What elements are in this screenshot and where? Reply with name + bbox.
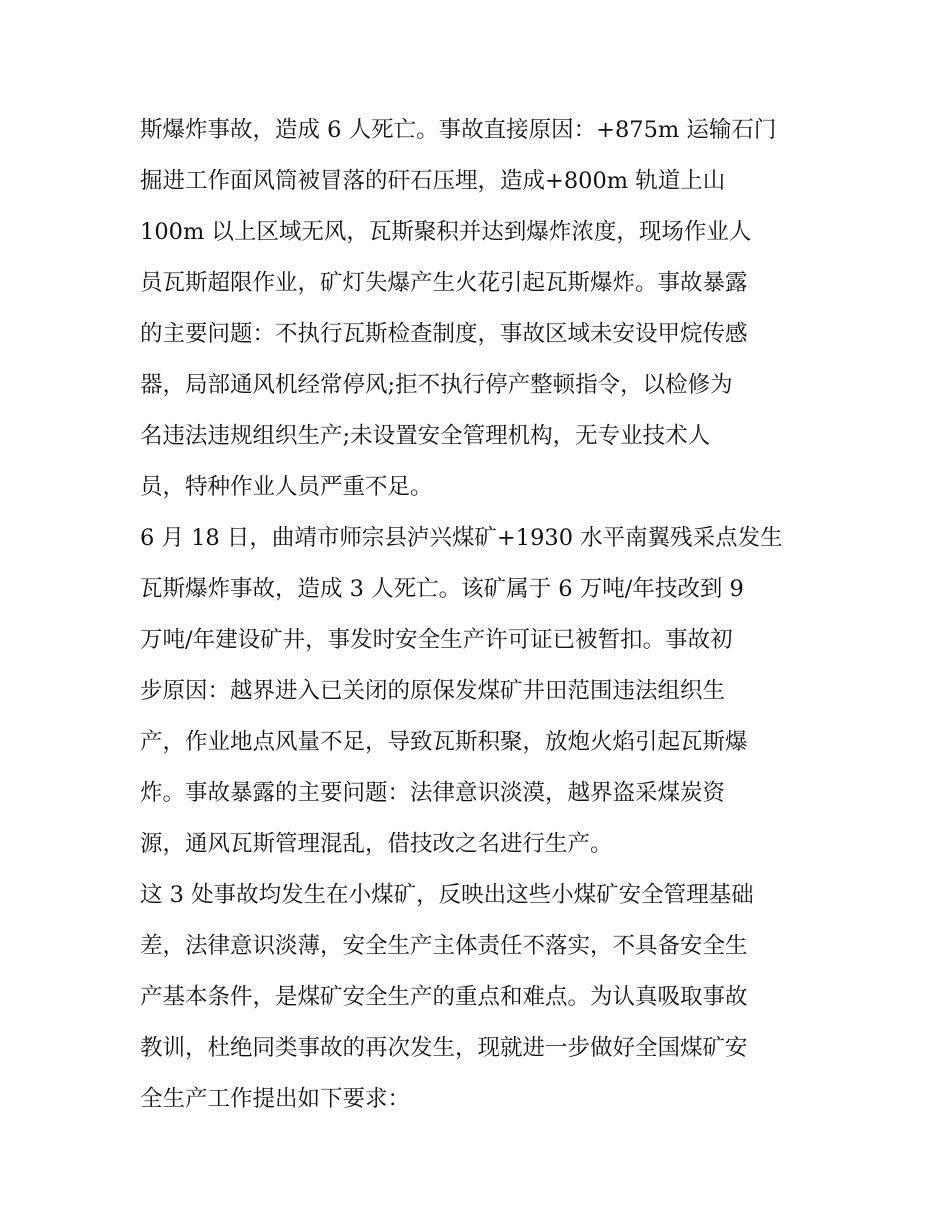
text-line: 员，特种作业人员严重不足。 [140,474,433,500]
text-line: 步原因：越界进入已关闭的原保发煤矿井田范围违法组织生 [140,678,726,704]
text-line: 这 3 处事故均发生在小煤矿，反映出这些小煤矿安全管理基础 [140,882,754,908]
text-line: 万吨/年建设矿井，事发时安全生产许可证已被暂扣。事故初 [140,627,733,653]
text-line: 产，作业地点风量不足，导致瓦斯积聚，放炮火焰引起瓦斯爆 [140,729,748,755]
text-line: 名违法违规组织生产;未设置安全管理机构，无专业技术人 [140,423,711,449]
text-line: 掘进工作面风筒被冒落的矸石压埋，造成+800m 轨道上山 [140,168,726,194]
text-line: 教训，杜绝同类事故的再次发生，现就进一步做好全国煤矿安 [140,1035,748,1061]
text-line: 器，局部通风机经常停风;拒不执行停产整顿指令，以检修为 [140,372,733,398]
text-line: 的主要问题：不执行瓦斯检查制度，事故区域未安设甲烷传感 [140,321,748,347]
text-line: 产基本条件，是煤矿安全生产的重点和难点。为认真吸取事故 [140,984,748,1010]
text-line: 斯爆炸事故，造成 6 人死亡。事故直接原因：+875m 运输石门 [140,117,777,143]
text-line: 差，法律意识淡薄，安全生产主体责任不落实，不具备安全生 [140,933,748,959]
text-line: 瓦斯爆炸事故，造成 3 人死亡。该矿属于 6 万吨/年技改到 9 [140,576,744,602]
text-line: 100m 以上区域无风，瓦斯聚积并达到爆炸浓度，现场作业人 [140,219,752,245]
text-line: 炸。事故暴露的主要问题：法律意识淡漠，越界盗采煤炭资 [140,780,726,806]
text-line: 6 月 18 日，曲靖市师宗县泸兴煤矿+1930 水平南翼残采点发生 [140,525,783,551]
text-line: 源，通风瓦斯管理混乱，借技改之名进行生产。 [140,831,613,857]
document-body [140,105,830,1125]
text-line: 全生产工作提出如下要求： [140,1086,411,1112]
text-line: 员瓦斯超限作业，矿灯失爆产生火花引起瓦斯爆炸。事故暴露 [140,270,748,296]
